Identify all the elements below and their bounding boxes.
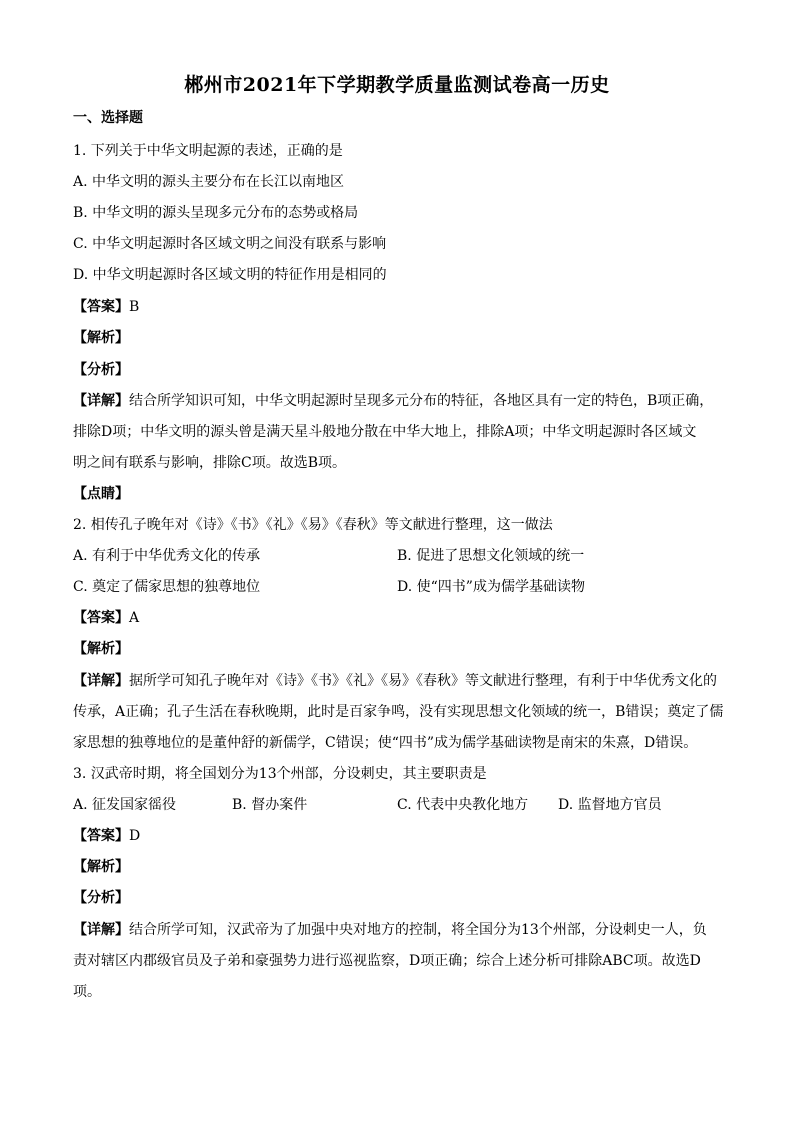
q1-answer-value: B	[129, 299, 140, 315]
q3-answer-value: D	[129, 828, 141, 844]
q1-detail-line-1	[73, 392, 713, 410]
answer-label: 【答案】	[73, 610, 129, 626]
q1-stem: 1. 下列关于中华文明起源的表述，正确的是	[73, 143, 343, 159]
q3-analysis-label: 【解析】	[73, 859, 129, 875]
q3-detail-line-1	[73, 921, 707, 939]
q1-option-a: A. 中华文明的源头主要分布在长江以南地区	[73, 174, 345, 190]
answer-label: 【答案】	[73, 299, 129, 315]
q2-detail-line-3: 家思想的独尊地位的是董仲舒的新儒学，C错误；使“四书”成为儒学基础读物是南宋的朱熹，D错误。	[73, 735, 698, 751]
q3-fenxi-label: 【分析】	[73, 890, 129, 906]
q2-answer	[73, 609, 139, 627]
section-heading: 一、选择题	[73, 110, 143, 126]
q2-option-b: B. 促进了思想文化领域的统一	[397, 548, 585, 564]
q3-answer	[73, 827, 140, 845]
q2-detail-line-2: 传承，A正确；孔子生活在春秋晚期，此时是百家争鸣，没有实现思想文化领域的统一，B错误；奠定了儒	[73, 704, 724, 720]
answer-label: 【答案】	[73, 828, 129, 844]
q2-detail-text-1: 据所学可知孔子晚年对《诗》《书》《礼》《易》《春秋》等文献进行整理，有利于中华优秀文化的	[129, 673, 717, 689]
q3-option-d: D. 监督地方官员	[558, 797, 662, 813]
q1-option-b: B. 中华文明的源头呈现多元分布的态势或格局	[73, 205, 359, 221]
q2-detail-line-1	[73, 672, 717, 690]
q3-option-a: A. 征发国家徭役	[73, 797, 177, 813]
detail-label: 【详解】	[73, 393, 129, 409]
q2-answer-value: A	[129, 610, 140, 626]
q1-analysis-label: 【解析】	[73, 330, 129, 346]
q1-answer	[73, 298, 139, 316]
q1-fenxi-label: 【分析】	[73, 362, 129, 378]
q3-option-b: B. 督办案件	[232, 797, 308, 813]
q2-stem: 2. 相传孔子晚年对《诗》《书》《礼》《易》《春秋》等文献进行整理，这一做法	[73, 517, 553, 533]
q1-detail-text-1: 结合所学知识可知，中华文明起源时呈现多元分布的特征，各地区具有一定的特色，B项正确，	[129, 393, 714, 409]
q1-detail-line-2: 排除D项；中华文明的源头曾是满天星斗般地分散在中华大地上，排除A项；中华文明起源时各区域文	[73, 424, 697, 440]
q2-analysis-label: 【解析】	[73, 641, 129, 657]
q3-detail-line-2: 责对辖区内郡级官员及子弟和豪强势力进行巡视监察，D项正确；综合上述分析可排除ABC项。故选D	[73, 953, 701, 969]
q3-option-c: C. 代表中央教化地方	[397, 797, 529, 813]
q1-dianjing-label: 【点睛】	[73, 486, 129, 502]
q3-detail-line-3: 项。	[73, 984, 101, 1000]
q3-stem: 3. 汉武帝时期，将全国划分为13个州部，分设刺史，其主要职责是	[73, 766, 487, 782]
q1-option-c: C. 中华文明起源时各区域文明之间没有联系与影响	[73, 236, 387, 252]
detail-label: 【详解】	[73, 922, 129, 938]
q2-option-a: A. 有利于中华优秀文化的传承	[73, 548, 261, 564]
detail-label: 【详解】	[73, 673, 129, 689]
page-title: 郴州市2021年下学期教学质量监测试卷高一历史	[184, 74, 610, 96]
q1-detail-line-3: 明之间有联系与影响，排除C项。故选B项。	[73, 455, 346, 471]
q2-option-c: C. 奠定了儒家思想的独尊地位	[73, 579, 261, 595]
q3-detail-text-1: 结合所学可知，汉武帝为了加强中央对地方的控制，将全国分为13个州部，分设刺史一人，负	[129, 922, 707, 938]
q2-option-d: D. 使“四书”成为儒学基础读物	[397, 579, 585, 595]
q1-option-d: D. 中华文明起源时各区域文明的特征作用是相同的	[73, 267, 387, 283]
